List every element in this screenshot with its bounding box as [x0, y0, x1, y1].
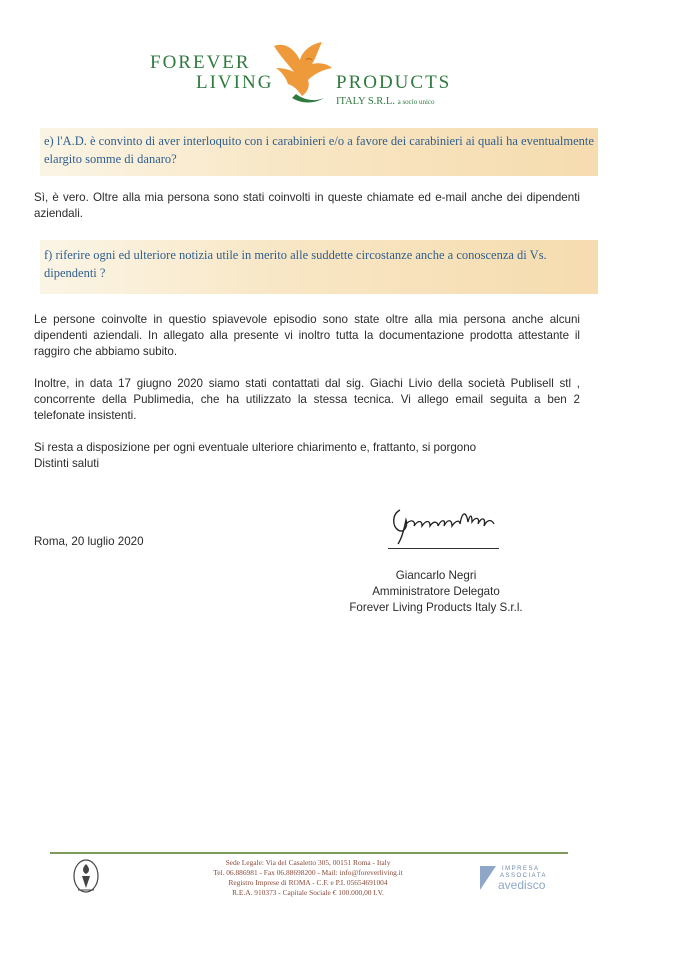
- footer-divider: [50, 852, 568, 854]
- closing-paragraph: [34, 440, 580, 472]
- question-f-banner: f) riferire ogni ed ulteriore notizia utile in merito alle suddette circostanze anche a conoscenza di Vs. dipendenti ?: [40, 240, 598, 294]
- answer-paragraph-3: Inoltre, in data 17 giugno 2020 siamo stati contattati dal sig. Giachi Livio della società Publisell stl , concorrente della Publimedia, che ha utilizzato la stessa tecnica. Vi allego email seguita a ben 2 telefonate insistenti.: [34, 377, 580, 422]
- logo-subtitle: [336, 96, 435, 107]
- letter-date: Roma, 20 luglio 2020: [34, 535, 144, 548]
- badge-top-text: IMPRESA: [502, 866, 540, 872]
- logo-word-living: LIVING: [196, 72, 274, 93]
- footer-line-2: Tel. 06.886981 - Fax 06.88698200 - Mail: info@foreverliving.it: [213, 868, 403, 877]
- signer-name: Giancarlo Negri: [395, 569, 477, 582]
- closing-line-1: Si resta a disposizione per ogni eventuale ulteriore chiarimento e, frattanto, si porgono: [34, 441, 477, 454]
- signer-role: Amministratore Delegato: [372, 585, 500, 598]
- badge-brand-text: avedisco: [498, 878, 546, 892]
- eagle-icon: [266, 38, 336, 108]
- avedisco-badge: [478, 862, 570, 892]
- footer-line-1: Sede Legale: Via del Casaletto 305, 00151 Roma - Italy: [225, 858, 391, 867]
- company-logo: [150, 38, 470, 120]
- footer-line-3: Registro Imprese di ROMA - C.F. e P.I. 05654691004: [228, 878, 388, 887]
- answer-paragraph-2: Le persone coinvolte in questio spiavevole episodio sono state oltre alla mia persona anche alcuni dipendenti aziendali. In allegato alla presente vi inoltro tutta la documentazione prodotta attestante il raggiro che abbiamo subito.: [34, 313, 580, 358]
- logo-word-forever: FOREVER: [150, 52, 251, 73]
- logo-subtitle-main: ITALY S.R.L.: [336, 96, 395, 107]
- answer-paragraph-1: Sì, è vero. Oltre alla mia persona sono stati coinvolti in queste chiamate ed e-mail anche dei dipendenti aziendali.: [34, 191, 580, 220]
- signer-company: Forever Living Products Italy S.r.l.: [349, 601, 523, 614]
- signer-block: [346, 568, 526, 616]
- question-e-banner: e) l'A.D. è convinto di aver interloquito con i carabinieri e/o a favore dei carabinieri ai quali ha eventualmente elargito somme di danaro?: [40, 128, 598, 176]
- signature-line: [388, 548, 499, 549]
- closing-line-2: Distinti saluti: [34, 457, 100, 470]
- logo-subtitle-small: a socio unico: [397, 98, 435, 106]
- badge-mid-text: ASSOCIATA: [500, 873, 547, 879]
- seal-icon: [72, 858, 100, 894]
- logo-word-products: PRODUCTS: [336, 72, 452, 93]
- footer-legal-info: [185, 858, 431, 898]
- handwritten-signature: [386, 500, 502, 546]
- footer-line-4: R.E.A. 910373 - Capitale Sociale € 100.000,00 I.V.: [232, 888, 384, 897]
